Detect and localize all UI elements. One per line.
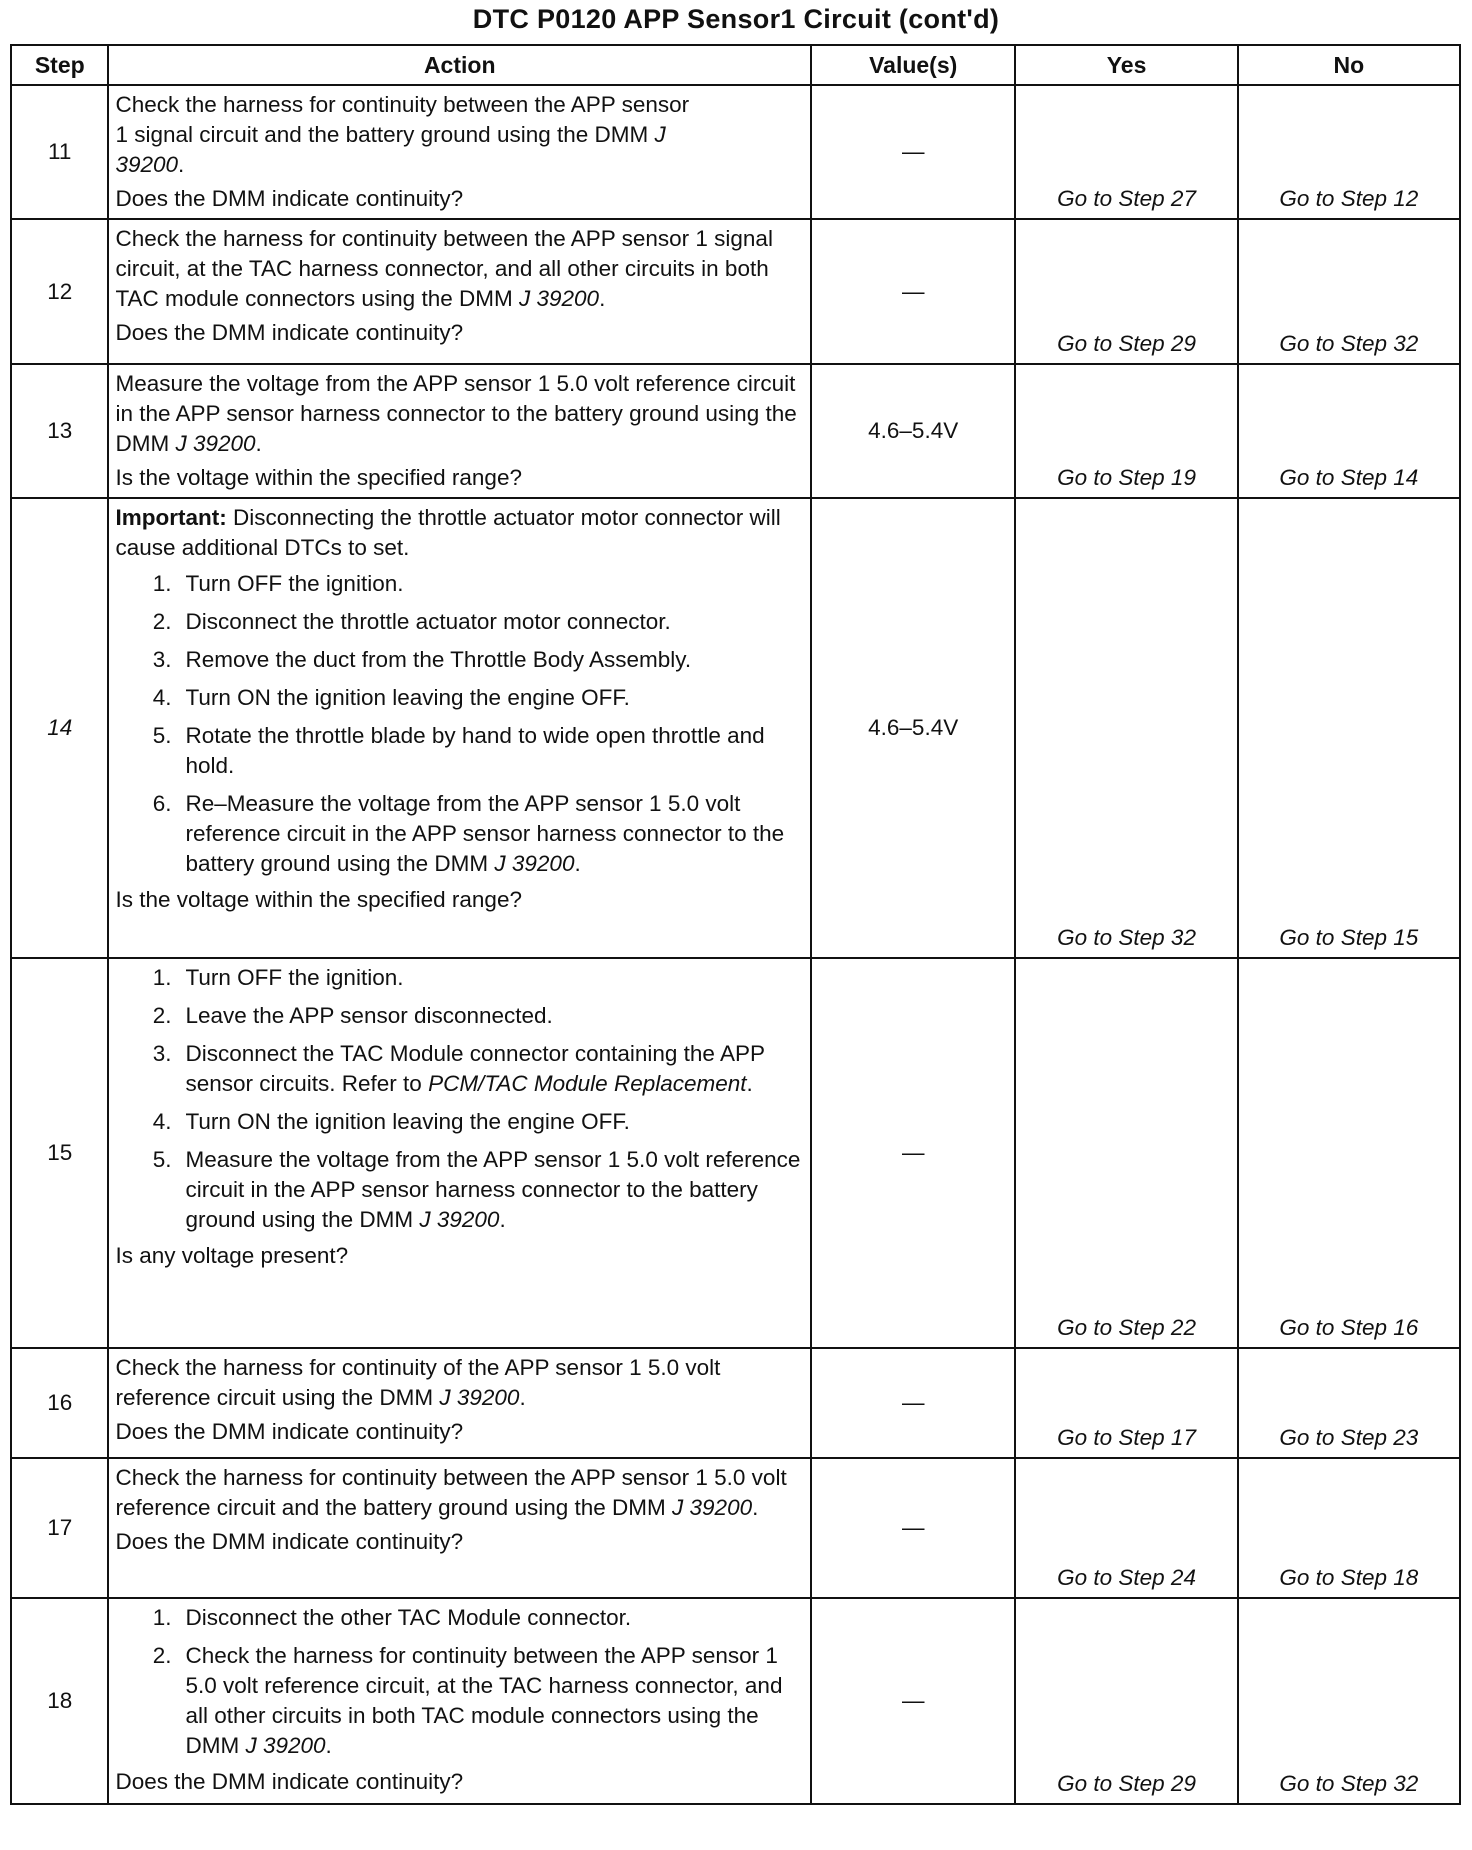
list-item: 3. Disconnect the TAC Module connector containing the APP sensor circuits. Refer to PCM/TAC Module Replacement. <box>152 1041 765 1096</box>
step-number: 11 <box>11 85 108 219</box>
list-item: 6. Re–Measure the voltage from the APP sensor 1 5.0 volt reference circuit in the APP sensor harness connector to the battery ground using the DMM J 39200. <box>152 791 785 876</box>
action-text: Check the harness for continuity of the APP sensor 1 5.0 volt reference circuit using the DMM J 39200. <box>115 1355 721 1410</box>
action-question: Does the DMM indicate continuity? <box>115 1419 464 1444</box>
no-cell: Go to Step 23 <box>1238 1348 1460 1458</box>
table-row <box>11 85 1460 219</box>
list-item: 4. Turn ON the ignition leaving the engine OFF. <box>152 685 630 710</box>
list-item: 1. Disconnect the other TAC Module connector. <box>152 1605 632 1630</box>
value-cell: 4.6–5.4V <box>811 498 1015 958</box>
value-cell: — <box>811 219 1015 364</box>
list-item: 1. Turn OFF the ignition. <box>152 571 404 596</box>
yes-cell: Go to Step 19 <box>1015 364 1237 498</box>
yes-cell: Go to Step 32 <box>1015 498 1237 958</box>
action-cell <box>108 958 811 1348</box>
list-item: 2. Leave the APP sensor disconnected. <box>152 1003 553 1028</box>
table-row <box>11 498 1460 958</box>
tool-reference: J 39200 <box>419 1207 500 1232</box>
tool-reference: J 39200 <box>439 1385 520 1410</box>
list-item: 2. Check the harness for continuity between the APP sensor 1 5.0 volt reference circuit, at the TAC harness connector, and all other circuits in both TAC module connectors using the DMM J 39200. <box>152 1643 783 1758</box>
action-question: Does the DMM indicate continuity? <box>115 1769 464 1794</box>
step-number: 12 <box>11 219 108 364</box>
tool-reference: J 39200 <box>494 851 575 876</box>
list-item: 4. Turn ON the ignition leaving the engine OFF. <box>152 1109 630 1134</box>
value-cell: 4.6–5.4V <box>811 364 1015 498</box>
no-cell: Go to Step 14 <box>1238 364 1460 498</box>
tool-reference: J 39200 <box>245 1733 326 1758</box>
yes-cell: Go to Step 24 <box>1015 1458 1237 1598</box>
table-row <box>11 219 1460 364</box>
procedure-list <box>115 1603 804 1761</box>
tool-reference: J 39200 <box>175 431 256 456</box>
header-no: No <box>1238 45 1460 85</box>
action-cell <box>108 1458 811 1598</box>
no-cell: Go to Step 16 <box>1238 958 1460 1348</box>
action-cell <box>108 219 811 364</box>
yes-cell: Go to Step 22 <box>1015 958 1237 1348</box>
important-note: Important: Disconnecting the throttle actuator motor connector will cause additional DTCs to set. <box>115 505 781 560</box>
action-text: Measure the voltage from the APP sensor 1 5.0 volt reference circuit in the APP sensor harness connector to the battery ground using the DMM J 39200. <box>115 371 797 456</box>
step-number: 17 <box>11 1458 108 1598</box>
value-cell: — <box>811 1458 1015 1598</box>
page-title: DTC P0120 APP Sensor1 Circuit (cont'd) <box>472 4 1000 34</box>
table-row <box>11 958 1460 1348</box>
list-item: 1. Turn OFF the ignition. <box>152 965 404 990</box>
action-cell <box>108 364 811 498</box>
header-action: Action <box>108 45 811 85</box>
no-cell: Go to Step 18 <box>1238 1458 1460 1598</box>
action-question: Does the DMM indicate continuity? <box>115 186 464 211</box>
list-item: 2. Disconnect the throttle actuator motor connector. <box>152 609 671 634</box>
value-cell: — <box>811 958 1015 1348</box>
action-cell <box>108 1598 811 1804</box>
table-row <box>11 1348 1460 1458</box>
step-number: 18 <box>11 1598 108 1804</box>
no-cell: Go to Step 32 <box>1238 219 1460 364</box>
list-item: 5. Rotate the throttle blade by hand to wide open throttle and hold. <box>152 723 765 778</box>
value-cell: — <box>811 1598 1015 1804</box>
tool-reference: J 39200 <box>518 286 600 311</box>
step-number: 13 <box>11 364 108 498</box>
no-cell: Go to Step 32 <box>1238 1598 1460 1804</box>
action-question: Is the voltage within the specified range? <box>115 887 522 912</box>
yes-cell: Go to Step 29 <box>1015 1598 1237 1804</box>
action-question: Is the voltage within the specified range? <box>115 465 522 490</box>
procedure-reference: PCM/TAC Module Replacement <box>428 1071 747 1096</box>
tool-reference: J 39200 <box>115 122 666 177</box>
step-number: 15 <box>11 958 108 1348</box>
action-cell <box>108 498 811 958</box>
yes-cell: Go to Step 17 <box>1015 1348 1237 1458</box>
action-cell <box>108 85 811 219</box>
list-item: 3. Remove the duct from the Throttle Body Assembly. <box>152 647 692 672</box>
action-question: Does the DMM indicate continuity? <box>115 320 464 345</box>
action-cell <box>108 1348 811 1458</box>
action-question: Does the DMM indicate continuity? <box>115 1529 464 1554</box>
header-yes: Yes <box>1015 45 1237 85</box>
value-cell: — <box>811 85 1015 219</box>
value-cell: — <box>811 1348 1015 1458</box>
diagnostic-table <box>10 44 1461 1805</box>
important-label: Important: <box>115 505 227 530</box>
action-question: Is any voltage present? <box>115 1243 349 1268</box>
action-text: Check the harness for continuity between the APP sensor 1 signal circuit, at the TAC harness connector, and all other circuits in both TAC module connectors using the DMM J 39200. <box>115 226 773 311</box>
list-item: 5. Measure the voltage from the APP sensor 1 5.0 volt reference circuit in the APP sensor harness connector to the battery ground using the DMM J 39200. <box>152 1147 801 1232</box>
yes-cell: Go to Step 29 <box>1015 219 1237 364</box>
table-row <box>11 1458 1460 1598</box>
table-header-row <box>11 45 1460 85</box>
no-cell: Go to Step 12 <box>1238 85 1460 219</box>
table-row <box>11 364 1460 498</box>
procedure-list <box>115 963 804 1235</box>
action-text: Check the harness for continuity between the APP sensor 1 signal circuit and the battery ground using the DMM J 39200. <box>115 92 690 177</box>
header-values: Value(s) <box>811 45 1015 85</box>
step-number: 14 <box>11 498 108 958</box>
tool-reference: J 39200 <box>672 1495 753 1520</box>
no-cell: Go to Step 15 <box>1238 498 1460 958</box>
table-row <box>11 1598 1460 1804</box>
header-step: Step <box>11 45 108 85</box>
step-number: 16 <box>11 1348 108 1458</box>
action-text: Check the harness for continuity between the APP sensor 1 5.0 volt reference circuit and the battery ground using the DMM J 39200. <box>115 1465 787 1520</box>
yes-cell: Go to Step 27 <box>1015 85 1237 219</box>
procedure-list <box>115 569 804 879</box>
